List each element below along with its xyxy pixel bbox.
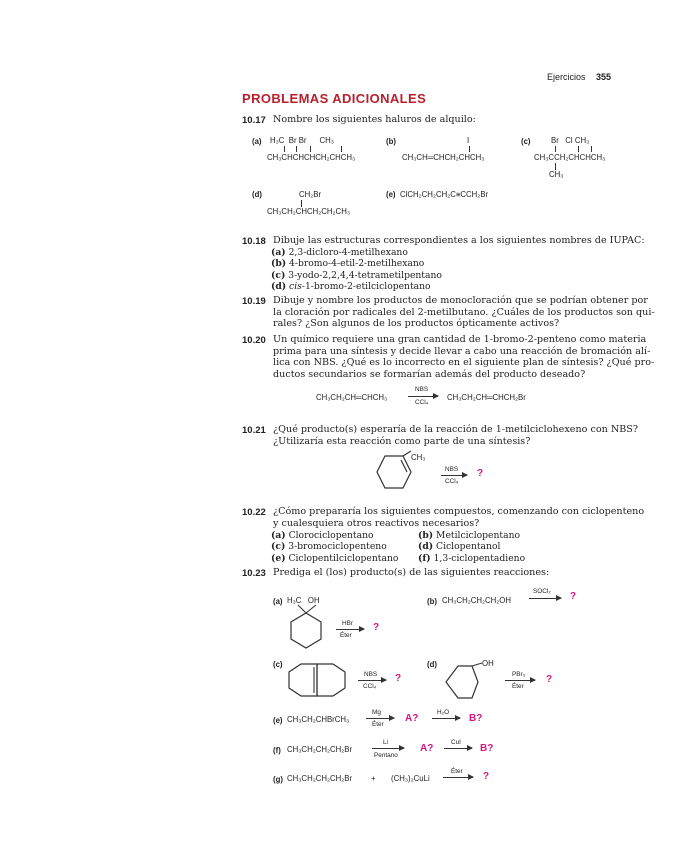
reaction-arrow — [372, 748, 404, 749]
reactant: CH₃CH₂CH═CHCH₃ — [316, 393, 388, 402]
item-label: (d) — [252, 190, 262, 199]
structure-substituents: Br Cl CH₃ — [551, 136, 590, 145]
reagent-above: NBS — [445, 466, 459, 473]
item-label: (a) — [271, 247, 286, 258]
reagent-below: Éter — [340, 632, 352, 639]
substituents: H₃C OH — [287, 596, 320, 605]
structure-main-chain: CH₃CH═CHCH₂CHCH₃ — [402, 153, 485, 162]
text-line: lica con NBS. ¿Qué es lo incorrecto en el siguiente plan de síntesis? ¿Qué pro- — [273, 357, 655, 369]
problem-text — [273, 424, 638, 447]
problem-text: Nombre los siguientes haluros de alquilo: — [273, 114, 476, 125]
item-text: Clorociclopentano — [288, 530, 374, 541]
bond-line — [469, 146, 470, 152]
problem-text: Prediga el (los) producto(s) de las siguientes reacciones: — [273, 567, 550, 578]
plus-sign: + — [371, 774, 376, 783]
reaction-arrow — [408, 396, 438, 397]
item-label: (b) — [418, 530, 434, 541]
reagent-below: Éter — [512, 683, 524, 690]
problem-text: Dibuje las estructuras correspondientes a los siguientes nombres de IUPAC: — [273, 235, 645, 246]
bond-line — [591, 146, 592, 152]
page-number: 355 — [596, 72, 612, 82]
substituent: CH₃ — [411, 453, 426, 462]
item-label: (c) — [271, 269, 286, 281]
reactant: CH₃CH₂CH₂CH₂Br — [287, 774, 353, 783]
item-text: 4-bromo-4-etil-2-metilhexano — [289, 258, 425, 270]
structure-substituents: I — [467, 136, 470, 145]
problem-text — [273, 506, 644, 529]
item-text: 1,3-ciclopentadieno — [433, 552, 526, 564]
bond-line — [555, 163, 556, 170]
bond-line — [341, 146, 342, 152]
item-text: Ciclopentanol — [436, 541, 501, 553]
reactant: CH₃CH₂CH₂CH₂Br — [287, 745, 353, 754]
unknown-product: ? — [395, 673, 402, 684]
subitem-list-left — [271, 530, 398, 564]
item-label: (d) — [271, 281, 287, 293]
problem-text — [273, 334, 654, 380]
structure-substituents: CH₂Br — [299, 190, 322, 199]
reagent-below: CCl₄ — [445, 478, 459, 485]
reagent: (CH₃)₂CuLi — [391, 774, 430, 783]
item-label: (a) — [252, 137, 262, 146]
reagent-below: Pentano — [374, 752, 398, 759]
item-label: (e) — [386, 190, 396, 199]
unknown-product: ? — [477, 468, 484, 479]
reaction-arrow — [441, 475, 467, 476]
reactant: CH₃CH₂CH₂CH₂OH — [442, 596, 511, 605]
product: CH₃CH₂CH═CHCH₂Br — [447, 393, 526, 402]
problem-number: 10.19 — [242, 296, 266, 307]
text-line: ¿Cómo prepararía los siguientes compuestos, comenzando con ciclopenteno — [273, 506, 645, 517]
item-label: (d) — [418, 541, 434, 553]
item-label: (f) — [273, 746, 281, 755]
bicyclic-structure — [283, 660, 353, 702]
reagent-above: Éter — [451, 768, 463, 775]
problem-number: 10.22 — [242, 507, 266, 518]
item-label: (e) — [273, 716, 283, 725]
problem-text — [273, 295, 655, 330]
reagent-above: Li — [383, 739, 388, 746]
subitem-list-right — [418, 530, 525, 564]
text-line: la cloración por radicales del 2-metilbutano. ¿Cuáles de los productos son qui- — [273, 306, 655, 318]
item-text: Ciclopentilciclopentano — [288, 552, 399, 564]
structure-main-chain: CH₃CCH₂CHCHCH₃ — [534, 153, 606, 162]
text-line: ductos secundarios se formarían además del producto deseado? — [273, 368, 586, 380]
bond-line — [555, 146, 556, 152]
item-label: (c) — [271, 541, 286, 553]
item-text: -1-bromo-2-etilciclopentano — [301, 281, 431, 293]
reagent-below: CCl₄ — [363, 683, 377, 690]
reaction-arrow — [529, 598, 561, 599]
reagent-above: SOCl₂ — [533, 588, 551, 595]
item-label: (g) — [273, 775, 283, 784]
item-label: (e) — [271, 552, 286, 564]
reagent-above: HBr — [342, 620, 354, 627]
structure-main-chain: CH₃CHCHCHCH₂CHCH₃ — [267, 153, 356, 162]
reagent-below: Éter — [372, 721, 384, 728]
unknown-product: ? — [483, 771, 490, 782]
item-label: (b) — [271, 258, 287, 270]
running-header — [547, 72, 611, 82]
item-label: (f) — [418, 552, 431, 564]
problem-number: 10.18 — [242, 236, 266, 247]
item-italic: cis — [289, 281, 302, 293]
problem-number: 10.20 — [242, 335, 266, 346]
item-label: (b) — [386, 137, 396, 146]
header-section: Ejercicios — [547, 72, 586, 82]
structure-substituent-bottom: CH₃ — [549, 170, 564, 179]
product-b: B? — [480, 743, 494, 754]
subitem-list — [271, 247, 442, 293]
reaction-arrow — [505, 680, 535, 681]
reagent-above: NBS — [415, 386, 429, 393]
reagent-above: NBS — [364, 671, 378, 678]
problem-number: 10.21 — [242, 425, 266, 436]
unknown-product: ? — [546, 674, 553, 685]
text-line: ¿Utilizaría esta reacción como parte de una síntesis? — [273, 435, 531, 447]
reagent-above: PBr₃ — [512, 671, 526, 678]
text-line: ¿Qué producto(s) esperaría de la reacción de 1-metilciclohexeno con NBS? — [273, 424, 638, 435]
item-label: (d) — [427, 660, 437, 669]
structure-main-chain: CH₃CH₂CHCH₂CH₂CH₃ — [267, 207, 350, 216]
bond-line — [284, 146, 285, 152]
reaction-arrow — [444, 748, 472, 749]
text-line: Dibuje y nombre los productos de monocloración que se podrían obtener por — [273, 295, 648, 306]
problem-number: 10.23 — [242, 568, 266, 579]
item-label: (c) — [521, 137, 531, 146]
text-line: y cualesquiera otros reactivos necesarios? — [273, 517, 480, 529]
methylcyclohexene-structure — [366, 450, 416, 496]
reaction-arrow — [443, 777, 473, 778]
item-label: (b) — [427, 597, 437, 606]
bond-line — [578, 146, 579, 152]
bond-line — [296, 146, 297, 152]
item-text: Metilciclopentano — [436, 530, 521, 541]
reaction-arrow — [358, 680, 386, 681]
cyclohexanol-structure — [438, 660, 488, 704]
reagent-above: H₂O — [437, 709, 450, 716]
bond-line — [310, 146, 311, 152]
intermediate-a: A? — [405, 713, 419, 724]
product-b: B? — [469, 713, 483, 724]
item-label: (c) — [273, 660, 283, 669]
reaction-arrow — [432, 718, 460, 719]
item-label: (a) — [271, 530, 286, 541]
reagent-below: CCl₄ — [415, 399, 429, 406]
reagent-above: CuI — [451, 739, 461, 746]
item-label: (a) — [273, 597, 283, 606]
text-line: Un químico requiere una gran cantidad de 1-bromo-2-penteno como materia — [273, 334, 647, 345]
text-line: rales? ¿Son algunos de los productos ópticamente activos? — [273, 318, 560, 330]
substituent: OH — [482, 659, 494, 668]
structure-substituents: H₃C Br Br CH₃ — [270, 136, 334, 145]
reaction-arrow — [336, 629, 364, 630]
section-title: PROBLEMAS ADICIONALES — [242, 91, 427, 106]
reagent-above: Mg — [372, 709, 381, 716]
bond-line — [301, 200, 302, 207]
item-text: 2,3-dicloro-4-metilhexano — [288, 247, 408, 258]
intermediate-a: A? — [420, 743, 434, 754]
text-line: prima para una síntesis y decide llevar a cabo una reacción de bromación alí- — [273, 345, 651, 357]
reaction-arrow — [366, 718, 394, 719]
reactant: CH₃CH₂CHBrCH₃ — [287, 715, 350, 724]
structure-main-chain: ClCH₂CH₂CH₂C≡CCH₂Br — [400, 190, 489, 199]
unknown-product: ? — [373, 622, 380, 633]
item-text: 3-yodo-2,2,4,4-tetrametilpentano — [288, 269, 442, 281]
cyclohexane-structure — [286, 603, 328, 651]
problem-number: 10.17 — [242, 115, 266, 126]
unknown-product: ? — [570, 591, 577, 602]
item-text: 3-bromociclopenteno — [288, 541, 387, 553]
